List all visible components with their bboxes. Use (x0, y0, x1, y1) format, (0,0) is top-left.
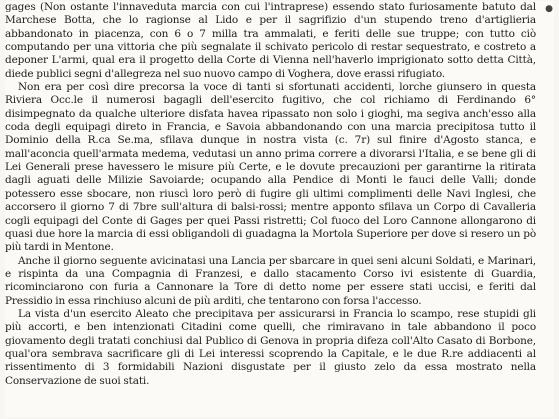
corner-mark: ● (545, 4, 553, 14)
document-body (5, 1, 536, 388)
paragraph-4: La vista d'un esercito Aleato che precipitava per assicurarsi in Francia lo scampo, rese stupidi gli più accorti, e ben intenzionati Citadini come quelli, che rimiravano in tale abbandono il poco giovamento degli tratati conchiusi dal Publico di Genova in propria difeza coll'Alto Casato di Borbone, qual'ora sembrava sacrificare gli di Lei interessi scoprendo la Capitale, e le due R.re addiacenti al rissentimento di 3 formidabili Nazioni disgustate per il giusto zelo da essa mostrato nella Conservazione de suoi stati. (5, 307, 536, 387)
paragraph-1: gages (Non ostante l'innaveduta marcia con cui l'intraprese) essendo stato furiosamente batuto dal Marchese Botta, che lo ragionse al Lido e per il sagrifizio d'un stupendo treno d'artiglieria abbandonato in piacenza, con 6 o 7 milla tra ammalati, e feriti delle sue truppe; con tutto ciò computando per una vittoria che più segnalate il schivato pericolo di restar sequestrato, e costreto a deponer L'armi, qual era il progetto della Corte di Vienna nell'haverlo imprigionato sotto detta Città, diede publici segni d'allegreza nel suo nuovo campo di Voghera, dove erassi rifugiato. (5, 1, 536, 80)
paragraph-2: Non era per così dire precorsa la voce di tanti si sfortunati accidenti, lorche giunsero in questa Riviera Occ.le il numerosi bagagli dell'esercito fugitivo, che col richiamo di Ferdinando 6° disimpegnato da qualche ulteriore disfata havea ripassato non solo i gioghi, ma segiva anch'esso alla coda degli equipagi direto in Francia, e Savoia abbandonando con una marcia precipitosa tutto il Dominio della R.ca Se.ma, sfilava dunque in nostra vista (c. 7r) sul finire d'Agosto stanca, e mall'aconcia quell'armata medema, vedutasi un anno prima correre a divorarsi l'Italia, e se bene gli di Lei Generali prese havessero le misure più Certe, e le dovute precauzioni per garantirne la ritirata dagli aguati delle Milizie Savoiarde; ocupando alla Pendice di Monti le fauci delle Valli; donde potessero esse sbocare, non riuscì loro però di fugire gli ultimi complimenti delle Navi Inglesi, che accorsero il giorno 7 di 7bre sull'altura di balsi-rossi; mentre apponto sfilava un Corpo di Cavalleria cogli equipagi del Conte di Gages per quei Passi ristretti; Col fuoco del Loro Cannone allongarono di quasi due hore la marcia di essi obligandoli di guadagna la Mortola Superiore per dove si resero un pò più tardi in Mentone. (5, 81, 536, 254)
paragraph-3: Anche il giorno seguente avicinatasi una Lancia per sbarcare in quei seni alcuni Soldati, e Marinari, e rispinta da una Compagnia di Franzesi, e dallo stacamento Corso ivi esistente di Guardia, ricominciarono con furia a Cannonare la Tore di detto nome per essere stati uccisi, e feriti dal Pressidio in essa rinchiuso alcuni de più arditi, che tentarono con forsa l'accesso. (5, 254, 536, 307)
